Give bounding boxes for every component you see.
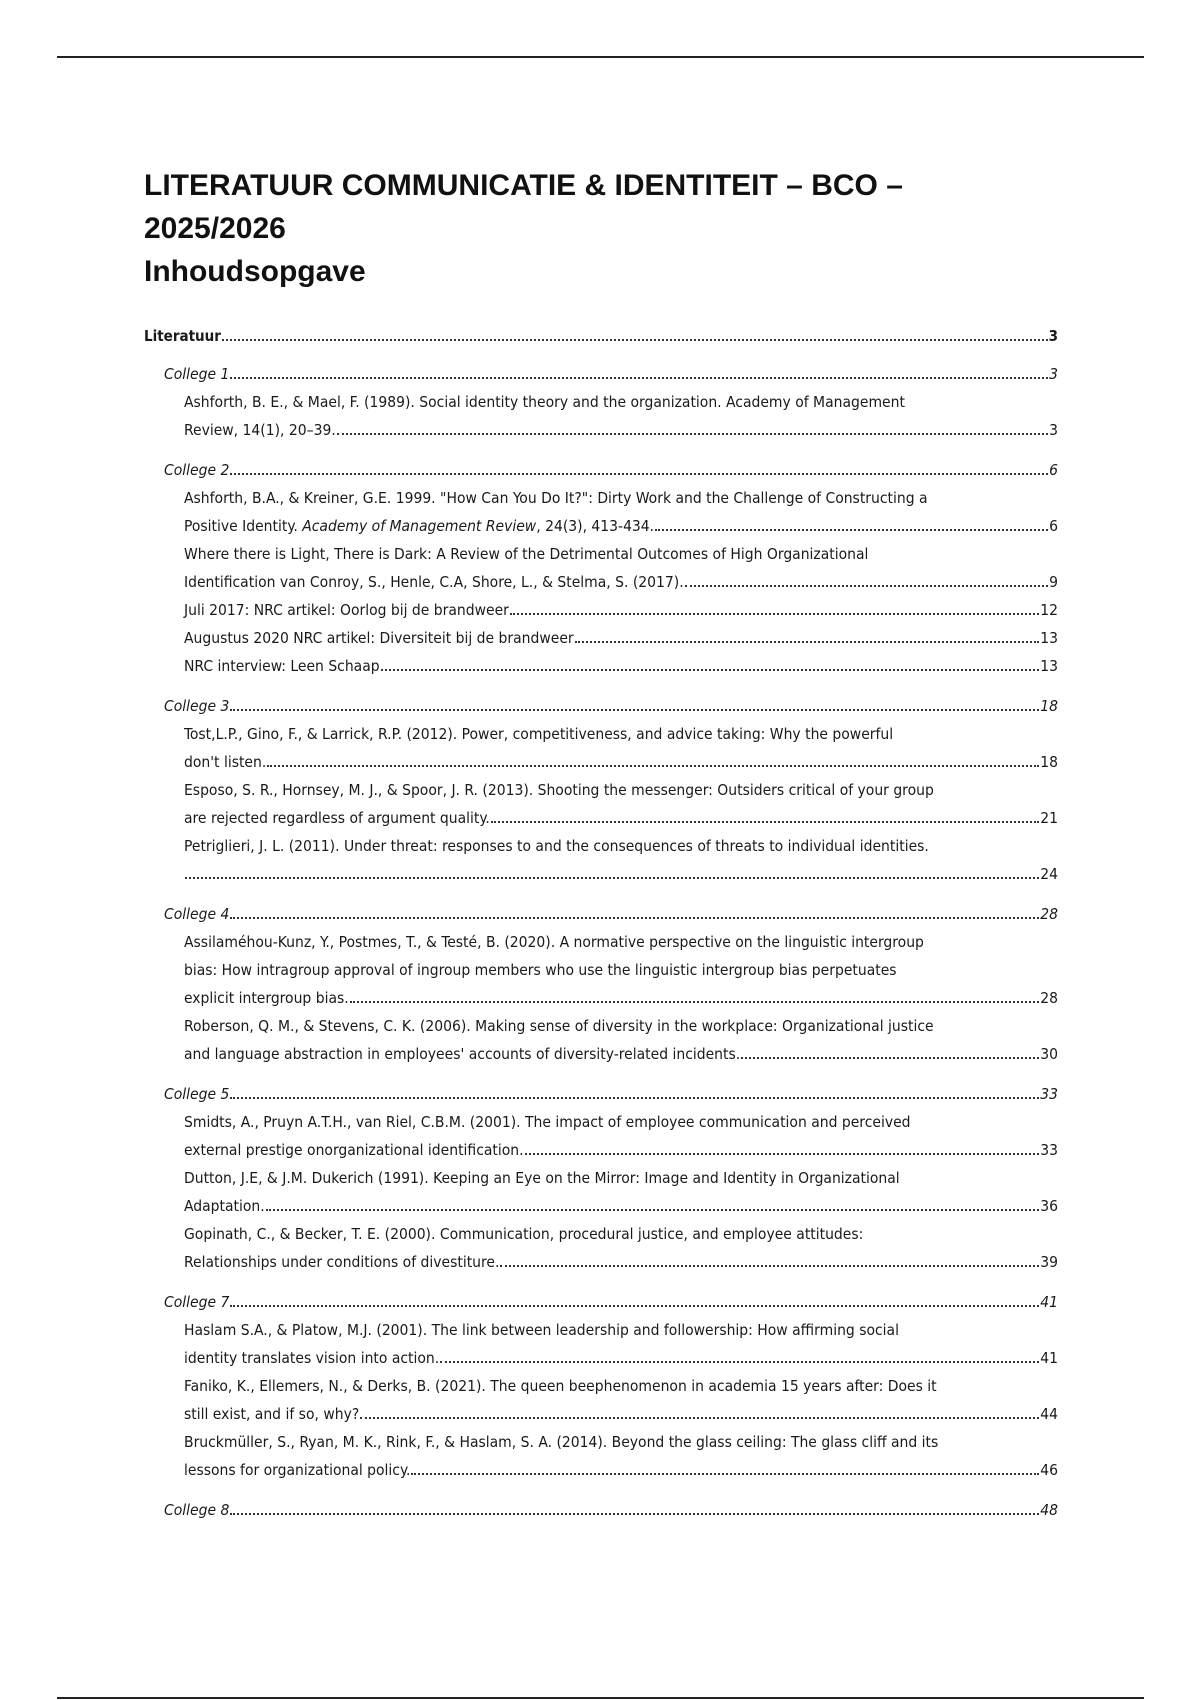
toc-entry-nrc-diversiteit[interactable]: Augustus 2020 NRC artikel: Diversiteit bij de brandweer 13 xyxy=(144,624,1058,652)
toc-reference[interactable]: Ashforth, B.A., & Kreiner, G.E. 1999. "How Can You Do It?": Dirty Work and the Challenge of Constructing a Positive Identity. Academy of Management Review, 24(3), 413-434. 6 xyxy=(144,484,1058,540)
page-number: 18 xyxy=(1040,697,1058,715)
toc-reference[interactable]: Where there is Light, There is Dark: A Review of the Detrimental Outcomes of High Organizational Identification van Conroy, S., Henle, C.A, Shore, L., & Stelma, S. (2017). 9 xyxy=(144,540,1058,596)
page-number: 3 xyxy=(1049,365,1058,383)
toc-reference[interactable]: Assilaméhou-Kunz, Y., Postmes, T., & Testé, B. (2020). A normative perspective on the linguistic intergroup bias: How intragroup approval of ingroup members who use the linguistic intergroup bias perpetuates explicit intergroup bias. 28 xyxy=(144,928,1058,1012)
page-number: 41 xyxy=(1040,1349,1058,1367)
footer-rule xyxy=(57,1697,1144,1699)
toc-reference[interactable]: Gopinath, C., & Becker, T. E. (2000). Communication, procedural justice, and employee attitudes: Relationships under conditions of divestiture. 39 xyxy=(144,1220,1058,1276)
toc-entry-nrc-oorlog[interactable]: Juli 2017: NRC artikel: Oorlog bij de brandweer 12 xyxy=(144,596,1058,624)
header-rule xyxy=(57,56,1144,58)
toc-entry-college-8[interactable]: College 8 48 xyxy=(144,1496,1058,1524)
document-title xyxy=(144,164,1064,293)
page-number: 33 xyxy=(1040,1085,1058,1103)
toc-entry-college-1[interactable]: College 1 3 xyxy=(144,360,1058,388)
page-number: 48 xyxy=(1040,1501,1058,1519)
page-number: 18 xyxy=(1040,753,1058,771)
table-of-contents xyxy=(144,322,1058,1524)
toc-reference[interactable]: Smidts, A., Pruyn A.T.H., van Riel, C.B.M. (2001). The impact of employee communication and perceived external prestige onorganizational identification. 33 xyxy=(144,1108,1058,1164)
toc-entry-college-7[interactable]: College 7 41 xyxy=(144,1288,1058,1316)
page-number: 28 xyxy=(1040,905,1058,923)
title-line-1: LITERATUUR COMMUNICATIE & IDENTITEIT – BCO – xyxy=(144,169,903,202)
page-number: 33 xyxy=(1040,1141,1058,1159)
toc-reference[interactable]: Dutton, J.E, & J.M. Dukerich (1991). Keeping an Eye on the Mirror: Image and Identity in Organizational Adaptation. 36 xyxy=(144,1164,1058,1220)
toc-reference[interactable]: Ashforth, B. E., & Mael, F. (1989). Social identity theory and the organization. Academy of Management Review, 14(1), 20–39. 3 xyxy=(144,388,1058,444)
toc-entry-college-2[interactable]: College 2 6 xyxy=(144,456,1058,484)
page-number: 36 xyxy=(1040,1197,1058,1215)
toc-entry-nrc-interview[interactable]: NRC interview: Leen Schaap 13 xyxy=(144,652,1058,680)
page-number: 3 xyxy=(1049,421,1058,439)
page-number: 9 xyxy=(1049,573,1058,591)
toc-reference[interactable]: Roberson, Q. M., & Stevens, C. K. (2006). Making sense of diversity in the workplace: Organizational justice and language abstraction in employees' accounts of diversity-related incidents. 30 xyxy=(144,1012,1058,1068)
page-number: 41 xyxy=(1040,1293,1058,1311)
toc-reference[interactable]: Tost,L.P., Gino, F., & Larrick, R.P. (2012). Power, competitiveness, and advice taking: Why the powerful don't listen. 18 xyxy=(144,720,1058,776)
toc-reference[interactable]: Esposo, S. R., Hornsey, M. J., & Spoor, J. R. (2013). Shooting the messenger: Outsiders critical of your group are rejected regardless of argument quality. 21 xyxy=(144,776,1058,832)
toc-reference[interactable]: Faniko, K., Ellemers, N., & Derks, B. (2021). The queen beephenomenon in academia 15 years after: Does it still exist, and if so, why? 44 xyxy=(144,1372,1058,1428)
page-number: 3 xyxy=(1048,327,1058,345)
toc-reference[interactable]: Bruckmüller, S., Ryan, M. K., Rink, F., & Haslam, S. A. (2014). Beyond the glass ceiling: The glass cliff and its lessons for organizational policy. 46 xyxy=(144,1428,1058,1484)
page-number: 44 xyxy=(1040,1405,1058,1423)
toc-reference[interactable]: Petriglieri, J. L. (2011). Under threat: responses to and the consequences of threats to individual identities. 24 xyxy=(144,832,1058,888)
page-number: 39 xyxy=(1040,1253,1058,1271)
toc-entry-college-4[interactable]: College 4 28 xyxy=(144,900,1058,928)
toc-entry-college-5[interactable]: College 5 33 xyxy=(144,1080,1058,1108)
page-number: 21 xyxy=(1040,809,1058,827)
toc-entry-college-3[interactable]: College 3 18 xyxy=(144,692,1058,720)
page-number: 13 xyxy=(1040,657,1058,675)
page-number: 24 xyxy=(1040,865,1058,883)
page-number: 30 xyxy=(1040,1045,1058,1063)
page-number: 46 xyxy=(1040,1461,1058,1479)
toc-heading: Inhoudsopgave xyxy=(144,255,366,288)
page-number: 6 xyxy=(1049,517,1058,535)
page-number: 28 xyxy=(1040,989,1058,1007)
page-number: 12 xyxy=(1040,601,1058,619)
toc-entry-literatuur[interactable]: Literatuur 3 xyxy=(144,322,1058,350)
toc-reference[interactable]: Haslam S.A., & Platow, M.J. (2001). The link between leadership and followership: How affirming social identity translates vision into action. 41 xyxy=(144,1316,1058,1372)
page-number: 6 xyxy=(1049,461,1058,479)
page-number: 13 xyxy=(1040,629,1058,647)
title-line-2: 2025/2026 xyxy=(144,212,286,245)
